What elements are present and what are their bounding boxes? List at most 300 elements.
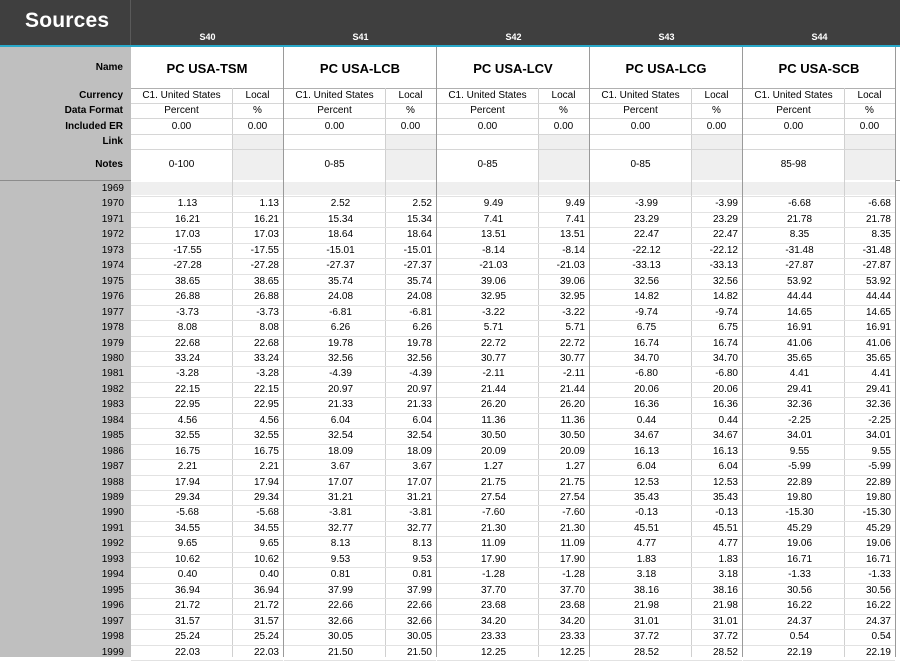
year-label: 1970 xyxy=(101,198,124,210)
value-cell: 29.41 xyxy=(786,383,813,395)
value-row-line xyxy=(743,320,895,321)
cell-format: Percent xyxy=(470,105,505,116)
value-row-line xyxy=(590,521,742,522)
value-cell-local: 7.41 xyxy=(565,213,585,225)
value-cell: 37.70 xyxy=(480,584,507,596)
value-cell: 32.36 xyxy=(786,399,813,411)
cell-format: Percent xyxy=(164,105,199,116)
value-cell: 15.34 xyxy=(327,213,354,225)
value-cell: 31.21 xyxy=(327,492,354,503)
value-row-line xyxy=(131,629,283,630)
value-cell-local: 26.88 xyxy=(253,291,279,303)
value-cell-local: 30.05 xyxy=(406,631,432,643)
header-row-line xyxy=(590,134,742,135)
value-cell: 1.83 xyxy=(636,553,657,565)
column-code: S42 xyxy=(505,32,522,42)
value-cell: 22.15 xyxy=(174,383,201,395)
value-row-line xyxy=(131,320,283,321)
value-cell-local: -8.14 xyxy=(562,244,585,256)
value-cell-local: 22.47 xyxy=(712,229,738,241)
link-row-local xyxy=(691,135,742,180)
value-cell-local: 22.66 xyxy=(406,600,432,612)
value-cell-local: 16.75 xyxy=(253,445,279,457)
header-row-line xyxy=(437,149,589,150)
value-row-line xyxy=(131,212,283,213)
value-cell: -6.81 xyxy=(329,306,352,318)
source-group xyxy=(590,47,743,657)
value-cell: 1.13 xyxy=(177,198,198,210)
value-cell-local: 21.33 xyxy=(406,399,432,411)
value-row-line xyxy=(590,305,742,306)
cell-notes: 85-98 xyxy=(780,159,807,170)
year-label: 1998 xyxy=(101,631,124,643)
value-row-line xyxy=(590,258,742,259)
value-cell-local: -2.25 xyxy=(868,414,891,426)
value-cell-local: 23.68 xyxy=(559,600,585,612)
value-cell: 16.13 xyxy=(633,445,660,457)
cell-notes: 0-85 xyxy=(477,159,498,170)
value-cell-local: 38.16 xyxy=(712,584,738,596)
value-cell: 22.66 xyxy=(327,600,354,612)
value-row-line xyxy=(284,196,436,197)
value-cell-local: 19.06 xyxy=(865,538,891,550)
value-cell-local: 17.03 xyxy=(253,229,279,241)
value-cell: -27.28 xyxy=(173,260,202,272)
name-underline xyxy=(131,88,283,89)
value-row-line xyxy=(590,351,742,352)
value-cell-local: 12.53 xyxy=(712,476,738,488)
value-cell-local: -9.74 xyxy=(715,306,738,318)
header-row-line xyxy=(284,103,436,104)
value-row-line xyxy=(437,320,589,321)
value-row-line xyxy=(131,243,283,244)
year-label: 1986 xyxy=(101,445,124,457)
value-row-line xyxy=(437,552,589,553)
value-cell-local: 22.95 xyxy=(253,399,279,411)
value-cell: 4.41 xyxy=(789,368,810,380)
cell-er: 0.00 xyxy=(477,121,498,132)
year-label: 1980 xyxy=(101,352,124,364)
value-row-line xyxy=(743,567,895,568)
value-row-line xyxy=(131,567,283,568)
row-label-currency: Currency xyxy=(79,90,123,101)
value-cell: 38.16 xyxy=(633,584,660,596)
value-cell-local: 35.74 xyxy=(406,275,432,287)
value-cell: 32.66 xyxy=(327,615,354,627)
value-cell: 4.77 xyxy=(636,538,657,550)
year-label: 1971 xyxy=(101,213,124,225)
value-cell-local: -0.13 xyxy=(715,507,738,519)
value-row-line xyxy=(131,614,283,615)
value-cell: 30.05 xyxy=(327,631,354,643)
value-row-line xyxy=(590,274,742,275)
value-cell: 22.47 xyxy=(633,229,660,241)
year-label: 1999 xyxy=(101,646,124,658)
cell-er: 0.00 xyxy=(324,121,345,132)
value-row-line xyxy=(590,614,742,615)
value-cell: 19.80 xyxy=(786,492,813,503)
value-cell: 9.55 xyxy=(789,445,810,457)
value-cell-local: 1.27 xyxy=(565,461,585,473)
value-cell-local: 3.67 xyxy=(412,461,432,473)
value-cell-local: 11.09 xyxy=(560,538,585,550)
value-row-line xyxy=(437,243,589,244)
value-cell-local: 14.65 xyxy=(865,306,891,318)
value-cell: 16.71 xyxy=(786,553,813,565)
value-cell: 16.75 xyxy=(174,445,201,457)
value-cell-local: 32.36 xyxy=(865,399,891,411)
value-cell: 14.65 xyxy=(786,306,813,318)
value-cell-local: -7.60 xyxy=(562,507,585,519)
value-cell: 23.33 xyxy=(480,631,507,643)
value-row-line xyxy=(437,629,589,630)
value-row-line xyxy=(743,243,895,244)
value-cell-local: -2.11 xyxy=(562,368,585,380)
value-cell: 26.20 xyxy=(480,399,507,411)
value-row-line xyxy=(590,598,742,599)
value-cell: 0.40 xyxy=(177,569,198,581)
title-cell xyxy=(0,0,131,45)
value-row-line xyxy=(590,212,742,213)
cell-er: 0.00 xyxy=(171,121,192,132)
value-cell-local: 16.91 xyxy=(865,322,891,334)
value-cell-local: 2.21 xyxy=(259,461,279,473)
value-cell: 21.78 xyxy=(786,213,813,225)
value-cell-local: 36.94 xyxy=(253,584,279,596)
value-row-line xyxy=(131,444,283,445)
value-cell-local: 22.03 xyxy=(253,646,279,658)
value-cell: 2.21 xyxy=(177,461,198,473)
value-cell-local: -4.39 xyxy=(409,368,432,380)
value-cell-local: 37.72 xyxy=(712,631,738,643)
value-cell: 22.19 xyxy=(786,646,813,658)
cell-er-local: 0.00 xyxy=(859,121,880,132)
header-row-line xyxy=(131,103,283,104)
value-cell-local: 16.36 xyxy=(712,399,738,411)
year-label: 1969 xyxy=(101,183,124,194)
value-cell: -27.37 xyxy=(326,260,355,272)
year-label: 1973 xyxy=(101,244,124,256)
value-cell-local: 22.68 xyxy=(253,337,279,349)
value-cell: 21.33 xyxy=(327,399,354,411)
value-cell: -27.87 xyxy=(785,260,814,272)
value-cell-local: 29.34 xyxy=(253,492,279,503)
value-cell: 22.68 xyxy=(174,337,201,349)
value-cell: 32.56 xyxy=(327,352,354,364)
value-cell: 16.74 xyxy=(633,337,660,349)
value-row-line xyxy=(437,490,589,491)
value-row-line xyxy=(284,428,436,429)
value-row-line xyxy=(437,583,589,584)
value-cell-local: 32.56 xyxy=(712,275,738,287)
value-cell: 37.99 xyxy=(327,584,354,596)
value-cell-local: -3.22 xyxy=(562,306,585,318)
value-cell-local: -6.81 xyxy=(409,306,432,318)
value-cell: 17.07 xyxy=(327,476,354,488)
header-row-line xyxy=(284,134,436,135)
value-cell: 35.43 xyxy=(633,492,660,503)
value-cell-local: 6.26 xyxy=(412,322,432,334)
value-cell-local: 16.13 xyxy=(712,445,738,457)
source-name: PC USA-LCV xyxy=(473,61,553,76)
header-row-line xyxy=(437,118,589,119)
sheet-title: Sources xyxy=(25,9,110,32)
value-cell-local: 9.49 xyxy=(565,198,585,210)
value-cell: 7.41 xyxy=(483,213,504,225)
source-group xyxy=(743,47,896,657)
value-cell-local: 35.65 xyxy=(865,352,891,364)
value-cell-local: 31.01 xyxy=(712,615,738,627)
value-cell-local: 0.54 xyxy=(871,631,891,643)
value-cell: 11.36 xyxy=(481,414,506,426)
value-row-line xyxy=(743,274,895,275)
value-row-line xyxy=(743,227,895,228)
value-cell-local: -22.12 xyxy=(709,244,738,256)
first-year-row xyxy=(743,182,895,195)
value-cell: 17.94 xyxy=(174,476,201,488)
header-row-line xyxy=(590,149,742,150)
value-cell: 5.71 xyxy=(483,322,504,334)
value-cell: -6.68 xyxy=(788,198,811,210)
header-row-line xyxy=(131,118,283,119)
cell-currency: C1. United States xyxy=(601,90,680,101)
value-row-line xyxy=(437,196,589,197)
value-row-line xyxy=(131,366,283,367)
value-cell: 2.52 xyxy=(330,198,351,210)
value-cell-local: -17.55 xyxy=(250,244,279,256)
value-cell: -1.28 xyxy=(482,569,505,581)
value-row-line xyxy=(437,397,589,398)
value-cell-local: 18.64 xyxy=(406,229,432,241)
value-cell-local: 16.22 xyxy=(865,600,891,612)
value-row-line xyxy=(590,583,742,584)
value-cell: 10.62 xyxy=(174,553,201,565)
value-cell-local: 32.66 xyxy=(406,615,432,627)
value-cell-local: -3.81 xyxy=(409,507,432,519)
value-cell-local: 21.78 xyxy=(865,213,891,225)
value-row-line xyxy=(284,521,436,522)
value-cell: 22.89 xyxy=(786,476,813,488)
year-label: 1991 xyxy=(101,522,124,534)
value-cell: 4.56 xyxy=(177,414,198,426)
year-label: 1995 xyxy=(101,584,124,596)
value-cell: 12.53 xyxy=(633,476,660,488)
value-cell: 31.01 xyxy=(633,615,660,627)
cell-format-local: % xyxy=(712,105,721,116)
year-label: 1972 xyxy=(101,229,124,241)
header-row-line xyxy=(284,149,436,150)
header-row-line xyxy=(131,134,283,135)
year-label: 1997 xyxy=(101,615,124,627)
value-cell: 9.53 xyxy=(330,553,351,565)
value-row-line xyxy=(590,505,742,506)
value-cell: 21.98 xyxy=(633,600,660,612)
source-name: PC USA-LCB xyxy=(319,61,401,76)
value-cell: 3.67 xyxy=(330,461,351,473)
value-cell: 8.35 xyxy=(789,229,810,241)
value-row-line xyxy=(743,614,895,615)
value-cell-local: 1.83 xyxy=(718,553,738,565)
value-row-line xyxy=(590,196,742,197)
value-row-line xyxy=(284,598,436,599)
value-row-line xyxy=(590,413,742,414)
year-label: 1977 xyxy=(101,306,124,318)
value-row-line xyxy=(590,366,742,367)
value-cell: 22.03 xyxy=(174,646,201,658)
value-cell-local: 34.20 xyxy=(559,615,585,627)
value-cell-local: 45.51 xyxy=(712,522,738,534)
header-row-line xyxy=(590,118,742,119)
value-cell: -21.03 xyxy=(479,260,508,272)
value-cell-local: 10.62 xyxy=(253,553,279,565)
value-cell-local: 33.24 xyxy=(253,352,279,364)
value-cell: 6.26 xyxy=(330,322,351,334)
value-cell-local: 34.67 xyxy=(712,430,738,442)
value-cell: -33.13 xyxy=(632,260,661,272)
cell-notes: 0-100 xyxy=(168,159,195,170)
value-cell-local: 4.41 xyxy=(871,368,891,380)
value-row-line xyxy=(437,351,589,352)
value-row-line xyxy=(437,475,589,476)
value-cell: 0.44 xyxy=(636,414,657,426)
value-row-line xyxy=(284,629,436,630)
value-cell-local: 29.41 xyxy=(865,383,891,395)
value-cell-local: 39.06 xyxy=(559,275,585,287)
value-cell-local: 5.71 xyxy=(565,322,585,334)
value-row-line xyxy=(743,351,895,352)
value-cell-local: 31.21 xyxy=(406,492,432,503)
value-row-line xyxy=(437,598,589,599)
value-row-line xyxy=(437,336,589,337)
value-cell: 16.36 xyxy=(633,399,660,411)
year-label: 1976 xyxy=(101,291,124,303)
value-cell-local: 9.53 xyxy=(412,553,432,565)
value-cell: 20.06 xyxy=(633,383,660,395)
year-label: 1974 xyxy=(101,260,124,272)
value-row-line xyxy=(590,552,742,553)
value-cell: 26.88 xyxy=(174,291,201,303)
year-label: 1983 xyxy=(101,399,124,411)
value-cell: 32.56 xyxy=(633,275,660,287)
value-row-line xyxy=(743,490,895,491)
name-underline xyxy=(743,88,895,89)
column-code: S40 xyxy=(199,32,216,42)
value-row-line xyxy=(743,459,895,460)
value-cell: -3.73 xyxy=(176,306,199,318)
value-cell: -0.13 xyxy=(635,507,658,519)
value-row-line xyxy=(131,490,283,491)
value-row-line xyxy=(590,459,742,460)
row-label-name: Name xyxy=(95,62,123,73)
year-label: 1984 xyxy=(101,414,124,426)
value-cell: 18.64 xyxy=(327,229,354,241)
year-label: 1989 xyxy=(101,492,124,503)
value-row-line xyxy=(284,536,436,537)
value-row-line xyxy=(743,289,895,290)
value-cell: 0.54 xyxy=(789,631,810,643)
value-cell: 9.49 xyxy=(483,198,504,210)
header-row-line xyxy=(284,118,436,119)
value-row-line xyxy=(590,382,742,383)
value-cell-local: -27.87 xyxy=(862,260,891,272)
value-cell-local: 22.72 xyxy=(559,337,585,349)
value-cell-local: 28.52 xyxy=(712,646,738,658)
value-row-line xyxy=(437,212,589,213)
value-row-line xyxy=(437,536,589,537)
value-row-line xyxy=(590,490,742,491)
value-cell-local: 34.01 xyxy=(865,430,891,442)
value-cell: 18.09 xyxy=(327,445,354,457)
value-cell: 32.55 xyxy=(174,430,201,442)
value-cell: 20.97 xyxy=(327,383,354,395)
value-cell: 35.74 xyxy=(327,275,354,287)
value-row-line xyxy=(131,382,283,383)
value-row-line xyxy=(437,227,589,228)
value-cell: 22.72 xyxy=(480,337,507,349)
value-cell-local: 19.78 xyxy=(406,337,432,349)
value-row-line xyxy=(590,645,742,646)
value-cell: 21.30 xyxy=(480,522,507,534)
value-row-line xyxy=(437,521,589,522)
year-label: 1990 xyxy=(101,507,124,519)
source-name: PC USA-TSM xyxy=(166,61,248,76)
cell-currency-local: Local xyxy=(551,90,576,101)
value-cell: -22.12 xyxy=(632,244,661,256)
value-cell: -3.22 xyxy=(482,306,505,318)
value-cell-local: 6.04 xyxy=(412,414,432,426)
value-cell: 17.03 xyxy=(174,229,201,241)
value-row-line xyxy=(437,274,589,275)
value-cell-local: -6.80 xyxy=(715,368,738,380)
value-row-line xyxy=(743,382,895,383)
value-cell: 3.18 xyxy=(636,569,657,581)
value-cell: 16.22 xyxy=(786,600,813,612)
value-cell-local: 30.56 xyxy=(865,584,891,596)
value-cell-local: 2.52 xyxy=(412,198,432,210)
value-row-line xyxy=(284,305,436,306)
cell-format-local: % xyxy=(406,105,415,116)
value-cell-local: 12.25 xyxy=(559,646,585,658)
source-name: PC USA-LCG xyxy=(625,61,707,76)
value-row-line xyxy=(743,645,895,646)
value-cell-local: 23.33 xyxy=(559,631,585,643)
value-row-line xyxy=(743,505,895,506)
value-row-line xyxy=(590,243,742,244)
value-cell-local: -3.73 xyxy=(256,306,279,318)
value-cell: 6.04 xyxy=(330,414,351,426)
value-cell: 34.01 xyxy=(786,430,813,442)
value-row-line xyxy=(284,505,436,506)
value-row-line xyxy=(131,397,283,398)
year-label: 1996 xyxy=(101,600,124,612)
value-row-line xyxy=(284,583,436,584)
value-cell: 32.54 xyxy=(327,430,354,442)
column-code: S43 xyxy=(658,32,675,42)
value-cell: -5.68 xyxy=(176,507,199,519)
value-cell: 19.06 xyxy=(786,538,813,550)
value-cell: -17.55 xyxy=(173,244,202,256)
value-row-line xyxy=(284,274,436,275)
value-cell-local: 0.40 xyxy=(259,569,279,581)
value-cell: 8.08 xyxy=(177,322,198,334)
value-cell-local: 1.13 xyxy=(259,198,279,210)
value-cell-local: 21.50 xyxy=(406,646,432,658)
year-label: 1993 xyxy=(101,553,124,565)
value-cell-local: 8.35 xyxy=(871,229,891,241)
year-label: 1988 xyxy=(101,476,124,488)
value-cell-local: -1.33 xyxy=(868,569,891,581)
value-cell: 25.24 xyxy=(174,631,201,643)
